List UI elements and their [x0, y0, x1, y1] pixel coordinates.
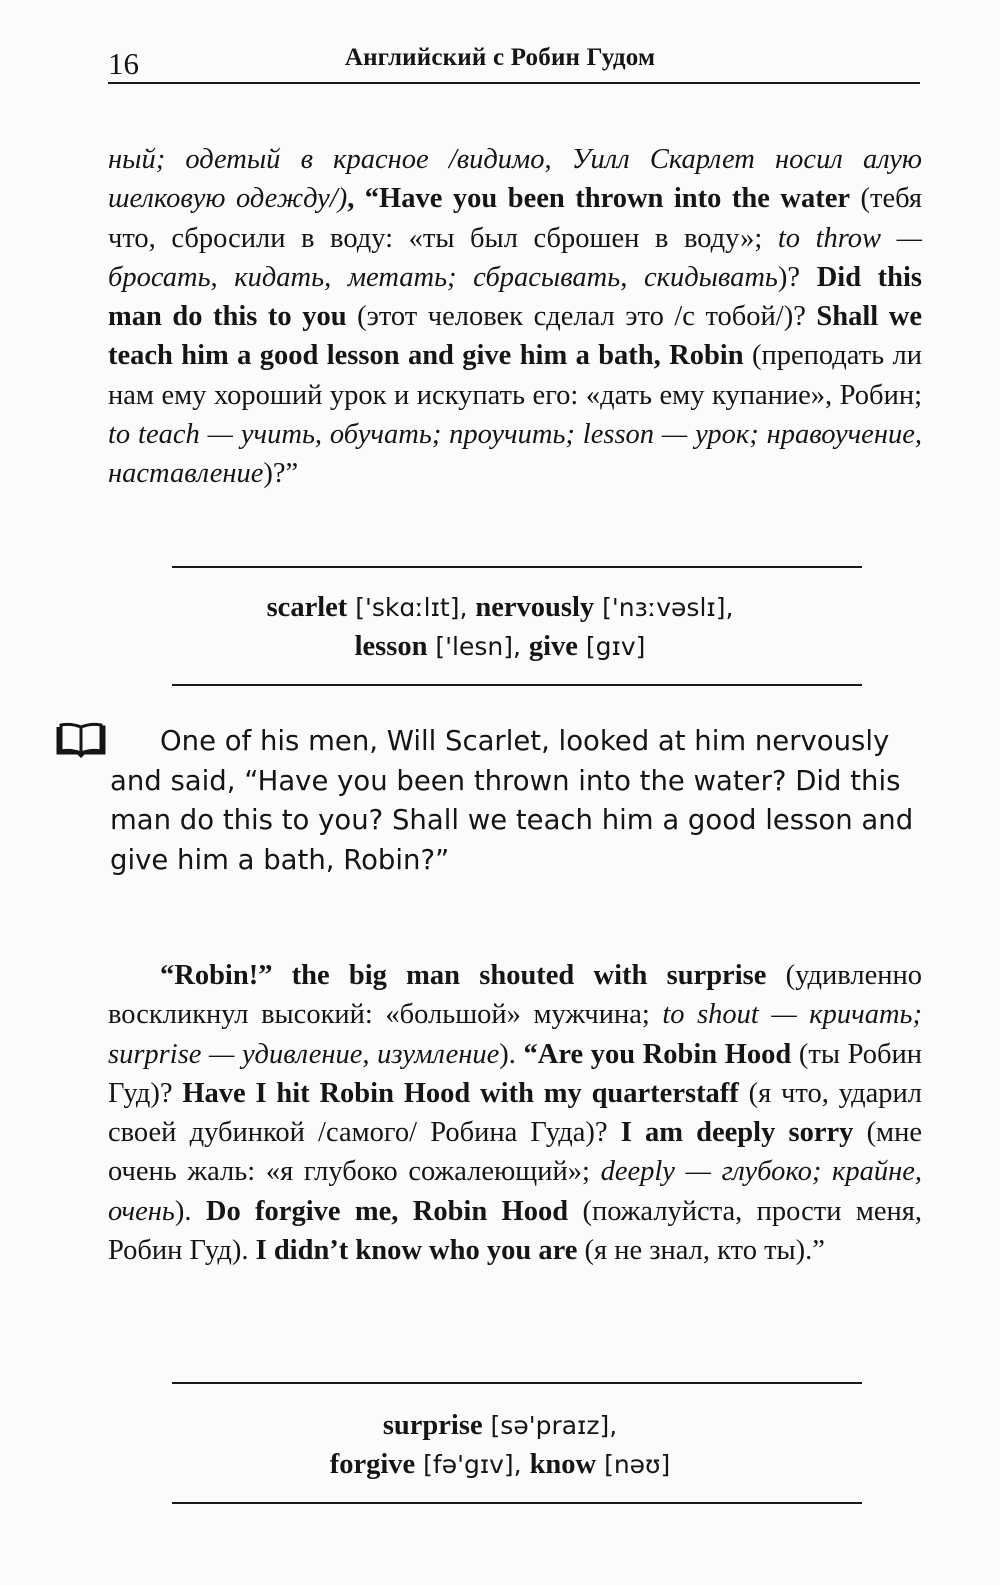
text-regular: (ты Робин Гуд)?	[108, 1038, 922, 1109]
pronunciation-line	[0, 1406, 1000, 1445]
text-bold: Shall we teach him a good lesson and give him a bath, Robin	[108, 301, 922, 372]
text-bold: “Robin!” the big man shouted with surprise	[160, 960, 767, 991]
pron-transcription: [fə'gɪv],	[415, 1450, 530, 1479]
english-text: One of his men, Will Scarlet, looked at him nervously and said, “Have you been thrown into the water? Did this man do this to you? Shall we teach him a good lesson and give him a bath, Robin?”	[110, 725, 914, 876]
text-regular: (тебя что, сбросили в воду: «ты был сброшен в воду»;	[108, 183, 922, 254]
pronunciation-block-2	[0, 1406, 1000, 1484]
pron-transcription: [gɪv]	[577, 632, 646, 661]
commentary-paragraph-2	[108, 956, 922, 1270]
running-title: Английский с Робин Гудом	[344, 44, 656, 71]
pron-transcription: ['skɑːlɪt],	[347, 593, 476, 622]
text-italic: to teach — учить, обучать; проучить; lesson — урок; нравоучение, наставление	[108, 419, 922, 490]
text-italic: deeply — глубоко; крайне, очень	[108, 1156, 923, 1227]
text-regular: (пожалуйста, прости меня, Робин Гуд).	[108, 1195, 922, 1267]
text-regular: (этот человек сделал это /с тобой/)?	[346, 301, 817, 333]
pron-word: give	[528, 631, 578, 662]
text-italic: to shout — кричать; surprise — удивление, изумление	[108, 999, 922, 1070]
divider-rule	[172, 566, 862, 568]
divider-rule	[172, 1502, 862, 1504]
pron-word: surprise	[382, 1410, 483, 1441]
text-regular: (мне очень жаль: «я глубоко сожалеющий»;	[108, 1117, 922, 1188]
text-regular: ).	[174, 1195, 206, 1227]
divider-rule	[172, 1382, 862, 1384]
text-regular: (удивленно воскликнул высокий: «большой» мужчина;	[108, 960, 923, 1031]
pron-word: scarlet	[266, 592, 348, 623]
pronunciation-line	[0, 588, 1000, 627]
text-regular: ).	[499, 1038, 524, 1070]
pronunciation-line	[0, 627, 1000, 666]
page-number: 16	[108, 46, 139, 81]
open-book-icon	[55, 722, 107, 758]
text-bold: “Are you Robin Hood	[523, 1038, 792, 1070]
text-regular: (я что, ударил своей дубинкой /самого/ Робина Гуда)?	[108, 1077, 922, 1149]
commentary-paragraph-1	[108, 140, 922, 494]
text-regular: (я не знал, кто ты).”	[577, 1235, 825, 1267]
divider-rule	[172, 684, 862, 686]
text-bold: , “Have you been thrown into the water	[347, 183, 850, 215]
text-regular: )?”	[263, 458, 299, 490]
text-regular: (преподать ли нам ему хороший урок и искупать его: «дать ему купание», Робин;	[108, 340, 922, 411]
pron-word: know	[529, 1449, 597, 1480]
header-rule	[108, 82, 920, 84]
text-bold: Did this man do this to you	[108, 261, 923, 333]
pronunciation-line	[0, 1445, 1000, 1484]
text-bold: Have I hit Robin Hood with my quarterstaff	[182, 1077, 739, 1109]
english-text-paragraph	[110, 722, 922, 880]
text-bold: I didn’t know who you are	[255, 1235, 578, 1267]
text-italic: to throw — бросать, кидать, метать; сбрасывать, скидывать	[108, 222, 922, 293]
text-italic: ный; одетый в красное /видимо, Уилл Скарлет носил алую шелковую одежду/)	[108, 144, 922, 215]
pron-word: lesson	[354, 631, 428, 662]
pron-transcription: ['nɜːvəslɪ],	[594, 593, 734, 622]
pron-transcription: ['lesn],	[427, 632, 529, 661]
pron-transcription: [sə'praɪz],	[482, 1411, 618, 1440]
text-bold: Do forgive me, Robin Hood	[205, 1195, 569, 1227]
pron-transcription: [nəʊ]	[596, 1450, 671, 1479]
text-bold: I am deeply sorry	[620, 1117, 854, 1149]
pron-word: forgive	[329, 1449, 416, 1480]
pron-word: nervously	[475, 592, 595, 623]
text-regular: )?	[777, 261, 817, 293]
pronunciation-block-1	[0, 588, 1000, 666]
